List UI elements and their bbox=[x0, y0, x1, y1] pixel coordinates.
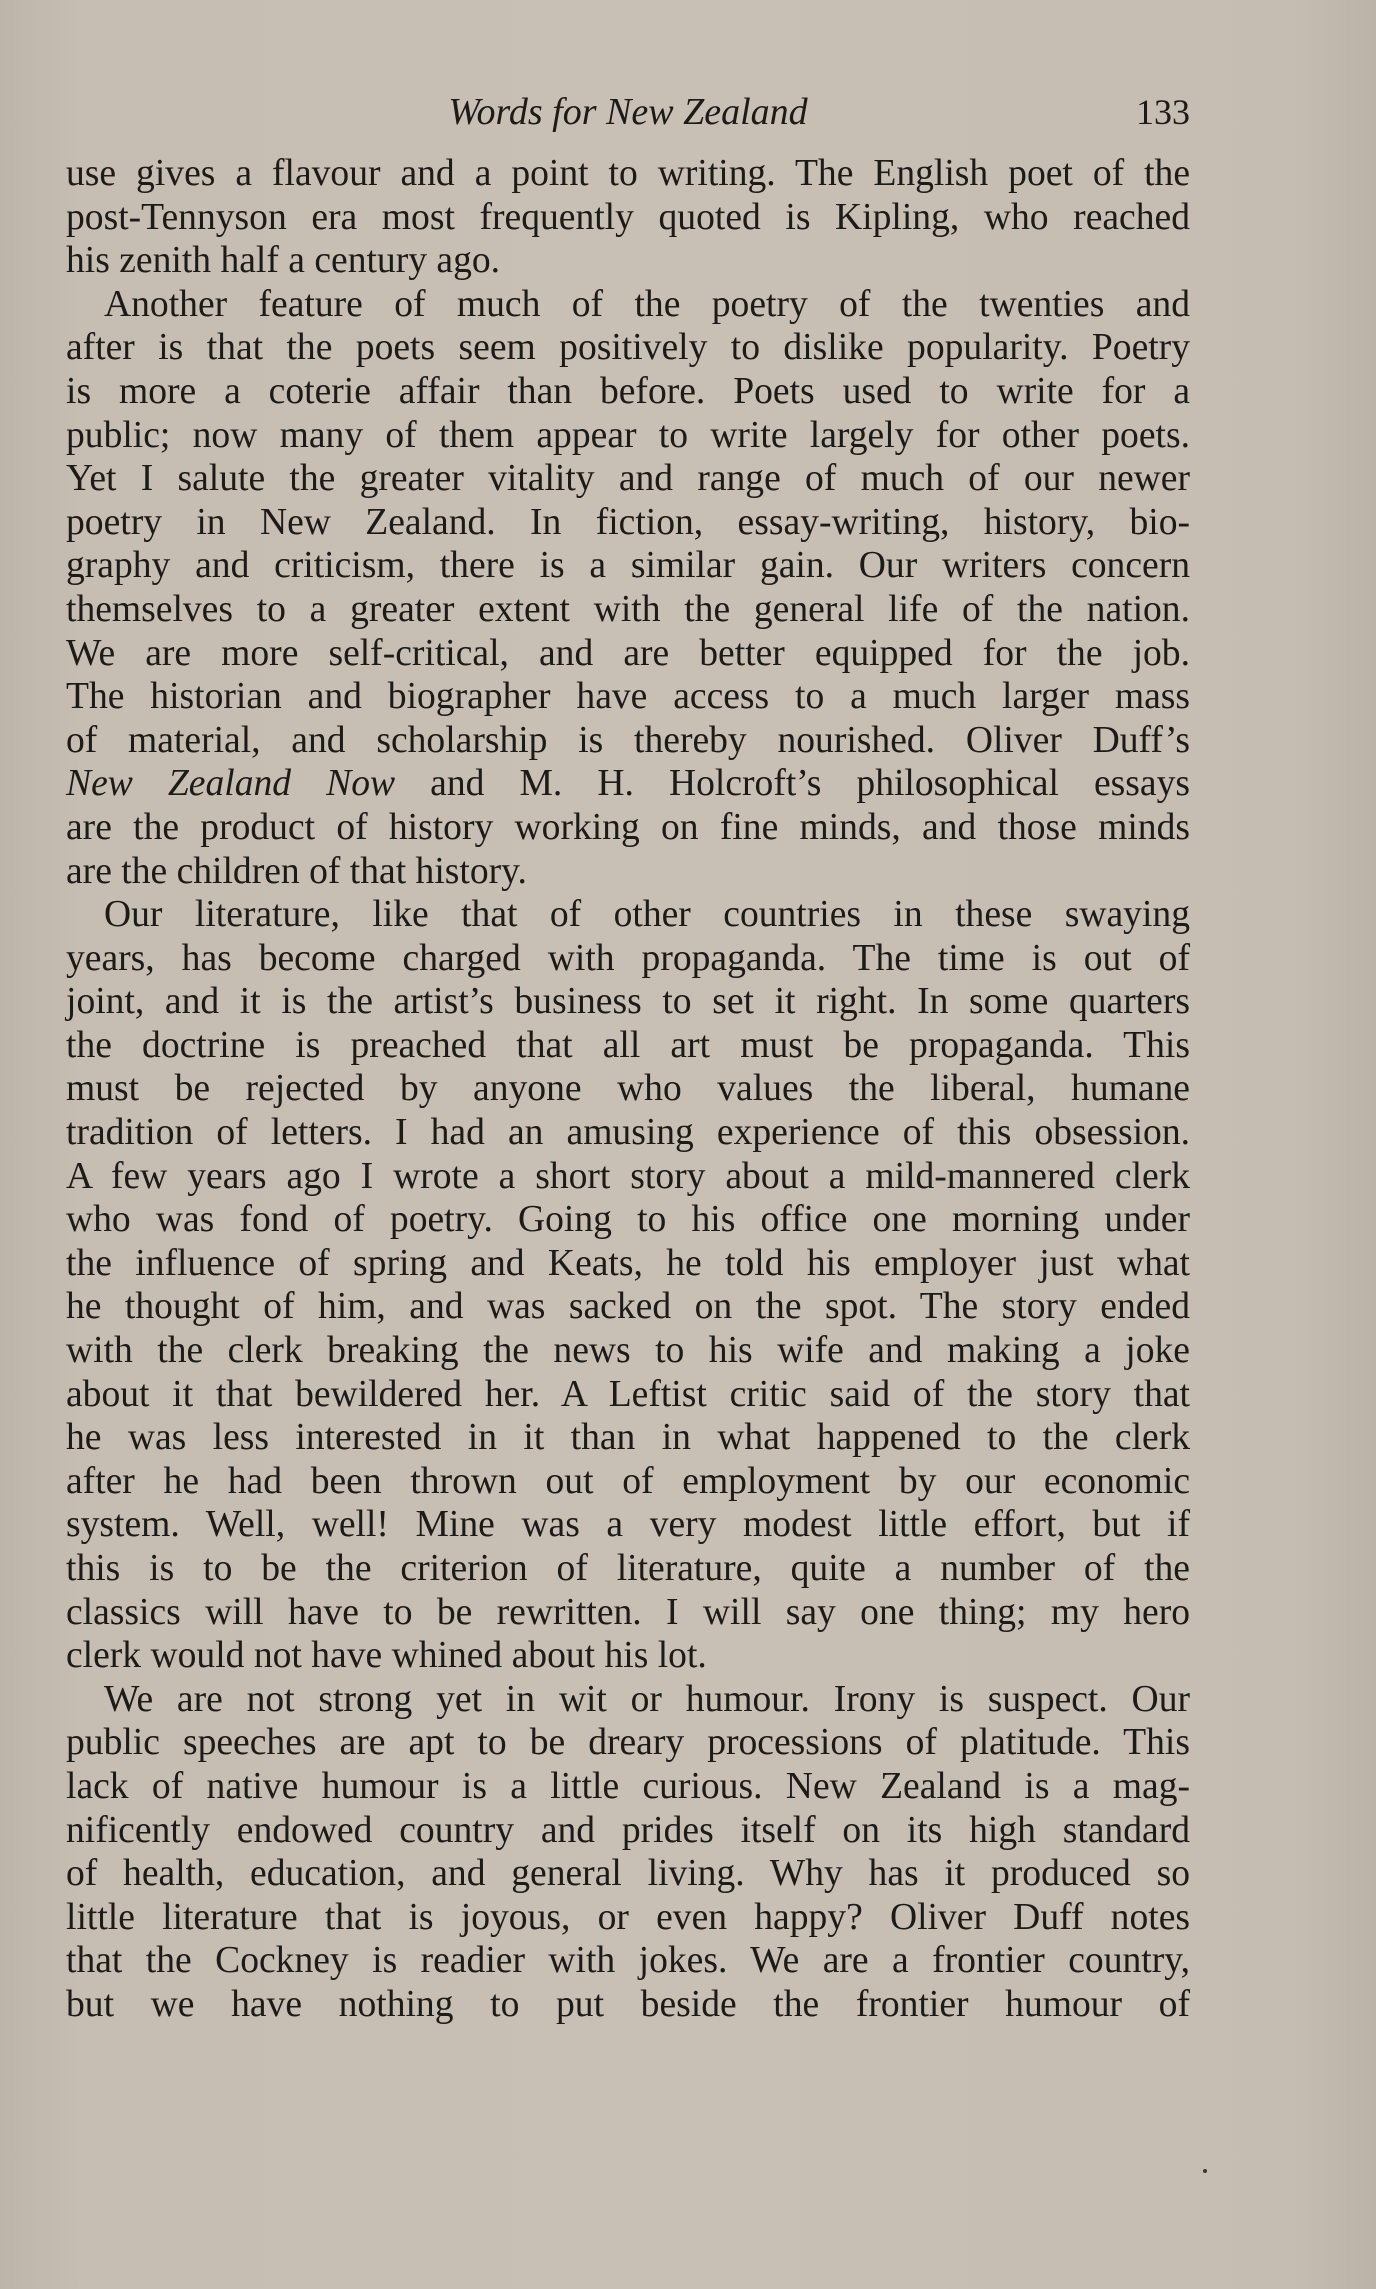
text-line: of material, and scholarship is thereby nourished. Oliver Duff’s bbox=[66, 719, 1190, 761]
text-fragment: and M. H. Holcroft’s philosophical essays bbox=[395, 763, 1190, 805]
text-line: tradition of letters. I had an amusing experience of this obsession. bbox=[66, 1112, 1190, 1154]
text-line: of health, education, and general living. Why has it produced so bbox=[66, 1853, 1190, 1895]
text-line: joint, and it is the artist’s business to set it right. In some quarters bbox=[66, 981, 1190, 1023]
text-line: after he had been thrown out of employment by our economic bbox=[66, 1460, 1190, 1502]
page-number: 133 bbox=[1136, 92, 1190, 132]
text-line: clerk would not have whined about his lot. bbox=[66, 1635, 707, 1677]
text-line: use gives a flavour and a point to writing. The English poet of the bbox=[66, 153, 1190, 194]
text-line: Our literature, like that of other countries in these swaying bbox=[104, 894, 1190, 936]
text-line: We are not strong yet in wit or humour. Irony is suspect. Our bbox=[104, 1678, 1190, 1720]
running-title: Words for New Zealand bbox=[448, 91, 808, 133]
text-line: who was fond of poetry. Going to his office one morning under bbox=[66, 1199, 1190, 1241]
text-line: the influence of spring and Keats, he told his employer just what bbox=[66, 1242, 1190, 1284]
text-line: he thought of him, and was sacked on the spot. The story ended bbox=[66, 1286, 1190, 1328]
text-line: after is that the poets seem positively to dislike popularity. Poetry bbox=[66, 327, 1190, 369]
text-line: A few years ago I wrote a short story about a mild-mannered clerk bbox=[66, 1155, 1190, 1197]
text-line: nificently endowed country and prides itself on its high standard bbox=[66, 1809, 1190, 1851]
text-line: are the product of history working on fine minds, and those minds bbox=[66, 806, 1190, 848]
body-text bbox=[66, 152, 1190, 2027]
running-header bbox=[66, 84, 1190, 140]
text-line: about it that bewildered her. A Leftist critic said of the story that bbox=[66, 1373, 1190, 1415]
text-line: We are more self-critical, and are better equipped for the job. bbox=[66, 632, 1190, 674]
text-line: the doctrine is preached that all art must be propaganda. This bbox=[66, 1024, 1190, 1066]
text-line: little literature that is joyous, or even happy? Oliver Duff notes bbox=[66, 1896, 1190, 1938]
text-line: with the clerk breaking the news to his wife and making a joke bbox=[66, 1330, 1190, 1372]
text-line: Another feature of much of the poetry of the twenties and bbox=[104, 283, 1190, 325]
text-line: themselves to a greater extent with the general life of the nation. bbox=[66, 588, 1190, 630]
book-title-italic: New Zealand Now bbox=[66, 763, 396, 805]
text-line: Yet I salute the greater vitality and range of much of our newer bbox=[66, 458, 1190, 500]
text-line: lack of native humour is a little curious. New Zealand is a mag- bbox=[66, 1765, 1190, 1807]
text-line: post-Tennyson era most frequently quoted is Kipling, who reached bbox=[66, 196, 1190, 238]
text-line: The historian and biographer have access to a much larger mass bbox=[66, 676, 1190, 718]
text-line: that the Cockney is readier with jokes. We are a frontier country, bbox=[66, 1940, 1190, 1982]
text-line: his zenith half a century ago. bbox=[66, 240, 501, 282]
text-line: system. Well, well! Mine was a very modest little effort, but if bbox=[66, 1504, 1190, 1546]
text-line: must be rejected by anyone who values the liberal, humane bbox=[66, 1068, 1190, 1110]
text-line: this is to be the criterion of literature, quite a number of the bbox=[66, 1548, 1190, 1589]
text-line: but we have nothing to put beside the frontier humour of bbox=[66, 1983, 1190, 2025]
text-line: is more a coterie affair than before. Poets used to write for a bbox=[66, 370, 1190, 412]
text-line: years, has become charged with propaganda. The time is out of bbox=[66, 937, 1190, 979]
text-line: classics will have to be rewritten. I will say one thing; my hero bbox=[66, 1591, 1190, 1633]
text-line bbox=[66, 762, 1190, 806]
text-line: graphy and criticism, there is a similar gain. Our writers concern bbox=[66, 545, 1190, 587]
text-line: public speeches are apt to be dreary processions of platitude. This bbox=[66, 1722, 1190, 1764]
text-line: are the children of that history. bbox=[66, 850, 527, 892]
text-line: he was less interested in it than in what happened to the clerk bbox=[66, 1417, 1190, 1459]
paper-speck bbox=[1203, 2169, 1207, 2173]
text-line: public; now many of them appear to write largely for other poets. bbox=[66, 414, 1190, 456]
text-line: poetry in New Zealand. In fiction, essay-writing, history, bio- bbox=[66, 501, 1190, 543]
